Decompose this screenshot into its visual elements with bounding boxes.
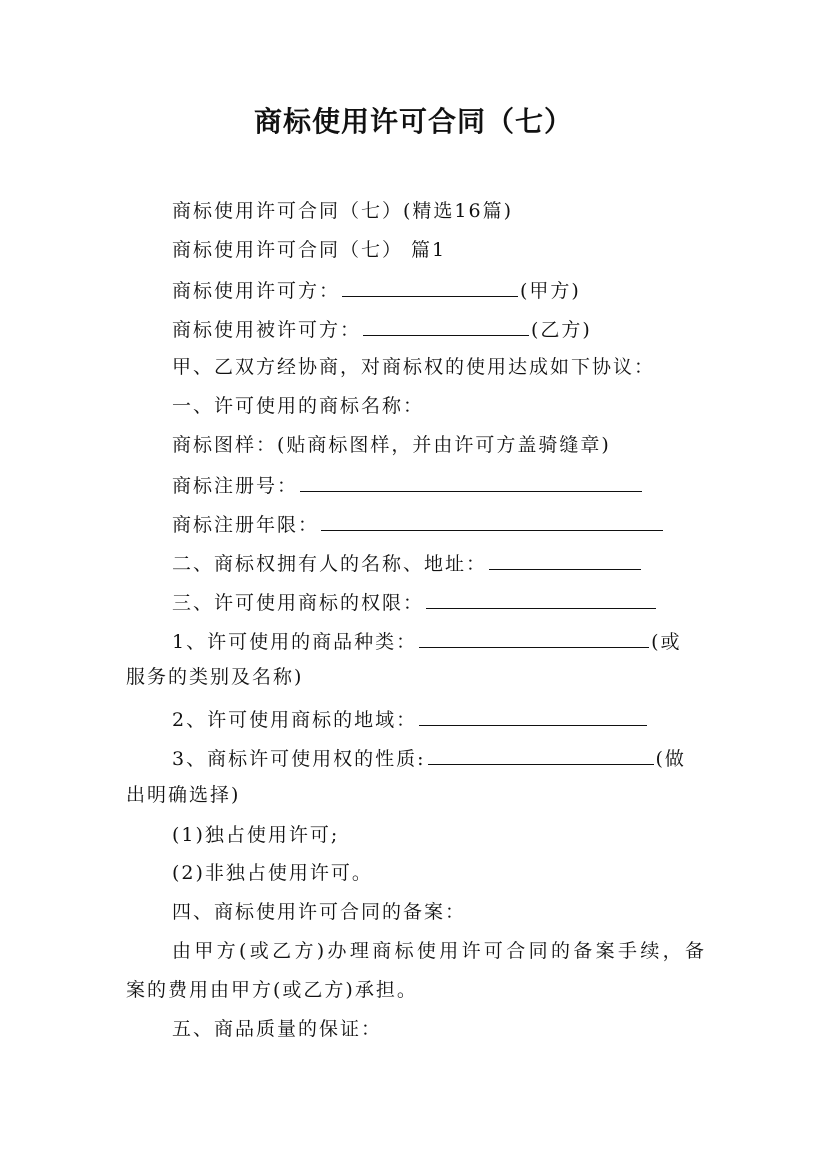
scope-blank[interactable] <box>426 586 656 609</box>
filing-paragraph-line2: 案的费用由甲方(或乙方)承担。 <box>126 979 418 1001</box>
clause-one-heading: 一、许可使用的商标名称： <box>172 395 425 417</box>
licensee-line <box>126 313 752 345</box>
territory-line <box>126 703 752 735</box>
paragraph-section-heading: 商标使用许可合同（七） 篇1 <box>172 239 447 261</box>
registration-number-blank[interactable] <box>300 469 642 492</box>
paragraph-subtitle: 商标使用许可合同（七）(精选16篇) <box>172 200 514 222</box>
option-non-exclusive: (2)非独占使用许可。 <box>172 862 373 884</box>
territory-blank[interactable] <box>419 703 647 726</box>
owner-line <box>126 547 752 579</box>
licensee-label: 商标使用被许可方： <box>172 319 362 341</box>
licensor-blank[interactable] <box>342 274 518 297</box>
registration-term-label: 商标注册年限： <box>172 514 320 536</box>
goods-type-label: 1、许可使用的商品种类： <box>172 631 418 653</box>
goods-type-continuation: 服务的类别及名称) <box>126 666 304 688</box>
trademark-sample-line: 商标图样：(贴商标图样，并由许可方盖骑缝章) <box>172 434 611 456</box>
license-nature-line <box>126 742 752 774</box>
license-nature-blank[interactable] <box>428 742 654 765</box>
license-nature-suffix: (做 <box>655 748 686 770</box>
goods-type-suffix: (或 <box>651 631 682 653</box>
scope-line <box>126 586 752 618</box>
registration-number-label: 商标注册号： <box>172 475 299 497</box>
clause-five-heading: 五、商品质量的保证： <box>172 1018 383 1040</box>
registration-term-blank[interactable] <box>321 508 663 531</box>
registration-number-line <box>126 469 752 501</box>
goods-type-line <box>126 625 752 657</box>
goods-type-blank[interactable] <box>419 625 649 648</box>
filing-paragraph-line1: 由甲方(或乙方)办理商标使用许可合同的备案手续，备 <box>172 940 706 962</box>
licensor-label: 商标使用许可方： <box>172 280 341 302</box>
scope-label: 三、许可使用商标的权限： <box>172 592 425 614</box>
owner-blank[interactable] <box>489 547 641 570</box>
license-nature-label: 3、商标许可使用权的性质: <box>172 748 426 770</box>
license-nature-continuation: 出明确选择) <box>126 784 241 806</box>
owner-label: 二、商标权拥有人的名称、地址： <box>172 553 488 575</box>
registration-term-line <box>126 508 752 540</box>
option-exclusive: (1)独占使用许可; <box>172 824 340 846</box>
licensor-suffix: (甲方) <box>520 280 581 302</box>
document-title: 商标使用许可合同（七） <box>253 105 573 138</box>
paragraph-agreement: 甲、乙双方经协商，对商标权的使用达成如下协议： <box>172 356 656 378</box>
licensee-blank[interactable] <box>363 313 529 336</box>
licensee-suffix: (乙方) <box>531 319 592 341</box>
licensor-line <box>126 274 752 306</box>
territory-label: 2、许可使用商标的地域： <box>172 709 418 731</box>
clause-four-heading: 四、商标使用许可合同的备案： <box>172 901 467 923</box>
